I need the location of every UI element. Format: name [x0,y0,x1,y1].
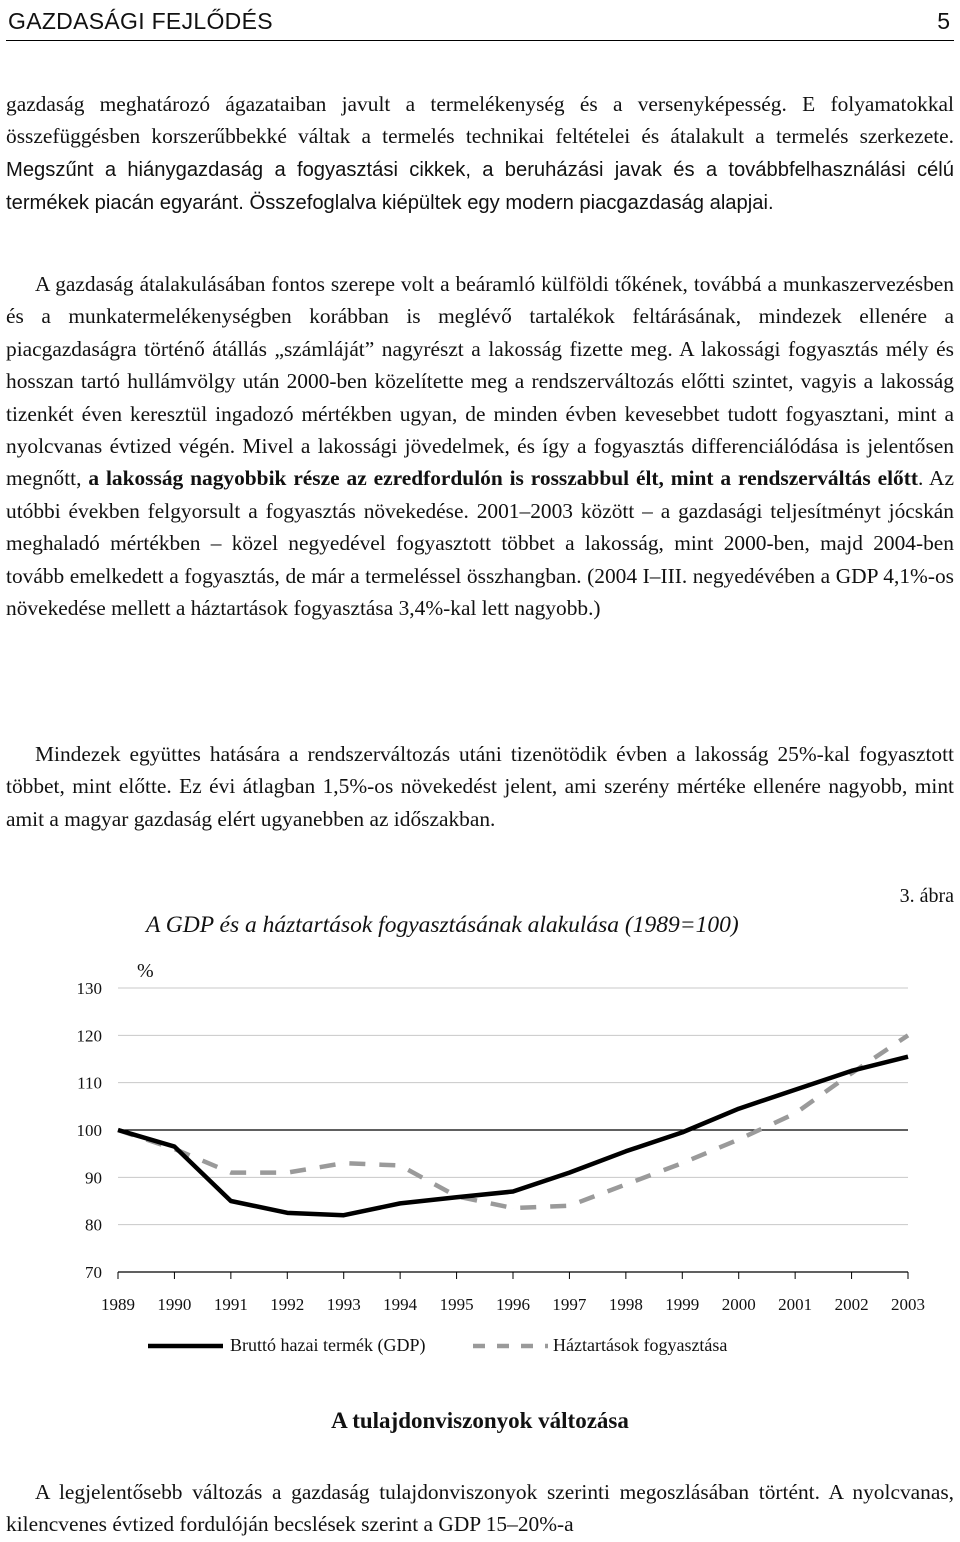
legend-consumption-label: Háztartások fogyasztása [553,1335,728,1355]
page-header [6,4,954,41]
line-chart [0,950,960,1330]
paragraph-4-text: A legjelentősebb változás a gazdaság tulajdonviszonyok szerinti megoszlásában történt. A nyolcvanas, kilencvenes évtized fordulóján becslések szerint a GDP 15–20%-a [6,1480,954,1537]
running-title: GAZDASÁGI FEJLŐDÉS [8,8,273,34]
x-tick-label: 2001 [778,1295,813,1314]
paragraph-1-sans-text: Megszűnt a hiánygazdaság a fogyasztási cikkek, a beruházási javak és a továbbfelhasználási célú termékek piacán egyaránt. Összefoglalva kiépültek egy modern piacgazdaság alapjai. [6,158,954,215]
series-gdp-line [118,1057,908,1216]
y-tick-label: 70 [85,1263,102,1282]
x-tick-label: 1995 [439,1295,474,1314]
paragraph-2-text-a: A gazdaság átalakulásában fontos szerepe volt a beáramló külföldi tőkének, továbbá a munkaszervezésben és a munkatermelékenységben korábban is meglévő tartalékok feltárásának, mindezek ellenére a piacgazdaságra történő átállás „számláját” nagyrészt a lakosság fizette meg. A lakossági fogyasztás mély és hosszan tartó hullámvölgy után 2000-ben közelítette meg a rendszerváltozás előtti szintet, vagyis a lakosság tizenkét éven keresztül ingadozó mértékben ugyan, de minden évben kevesebbet tudott fogyasztani, mint a nyolcvanas évtized végén. Mivel a lakossági jövedelmek, és így a fogyasztás differenciálódása is jelentősen megnőtt, [6,272,954,491]
paragraph-2-text-b: . Az utóbbi években felgyorsult a fogyasztás növekedése. 2001–2003 között – a gazdasági teljesítményt jócskán meghaladó mértékben – közel negyedével fogyasztott többet a lakosság, mint 2000-ben, majd 2004-ben tovább emelkedett a fogyasztás, de már a termeléssel összhangban. (2004 I–III. negyedévében a GDP 4,1%-os növekedése mellett a háztartások fogyasztása 3,4%-kal lett nagyobb.) [6,466,954,621]
paragraph-2-bold-text: a lakosság nagyobbik része az ezredfordulón is rosszabbul élt, mint a rendszerváltás előtt [88,466,918,491]
legend-gdp-label: Bruttó hazai termék (GDP) [230,1335,426,1355]
x-tick-label: 1997 [552,1295,587,1314]
y-tick-label: 90 [85,1168,102,1188]
paragraph-1 [6,88,954,220]
x-tick-label: 2002 [834,1295,869,1314]
page-number: 5 [937,8,950,34]
figure-number: 3. ábra [899,885,954,907]
paragraph-1-serif-text: gazdaság meghatározó ágazataiban javult a termelékenység és a versenyképesség. E folyamatokkal összefüggésben korszerűbbekké váltak a termelés technikai feltételei és átalakult a termelés szerkezete. [6,92,954,149]
x-tick-label: 1998 [608,1295,643,1314]
y-tick-label: 100 [76,1121,102,1140]
section-title: A tulajdonviszonyok változása [331,1408,629,1433]
y-tick-label: 130 [76,979,102,998]
x-tick-label: 1999 [665,1295,700,1314]
chart-title: A GDP és a háztartások fogyasztásának alakulása (1989=100) [146,912,739,938]
paragraph-3-text: Mindezek együttes hatására a rendszerváltozás utáni tizenötödik évben a lakosság 25%-kal fogyasztott többet, mint előtte. Ez évi átlagban 1,5%-os növekedést jelent, ami szerény mértéke ellenére nagyobb, mint amit a magyar gazdaság elért ugyanebben az időszakban. [6,742,954,831]
x-tick-label: 2000 [721,1295,756,1314]
paragraph-3 [6,738,954,835]
x-tick-label: 1989 [101,1295,135,1314]
x-tick-label: 1990 [157,1295,192,1314]
paragraph-2 [6,268,954,624]
x-tick-label: 1994 [383,1295,418,1314]
x-tick-label: 1992 [270,1295,305,1314]
y-tick-label: 120 [76,1026,102,1046]
x-tick-label: 1996 [496,1295,530,1314]
y-unit-label: % [137,960,154,982]
x-tick-label: 2003 [891,1295,925,1314]
paragraph-4 [6,1476,954,1541]
x-tick-label: 1991 [213,1295,248,1314]
y-tick-label: 80 [85,1215,102,1235]
series-consumption-line [118,1035,908,1208]
y-tick-label: 110 [77,1073,102,1093]
x-tick-label: 1993 [326,1295,361,1314]
